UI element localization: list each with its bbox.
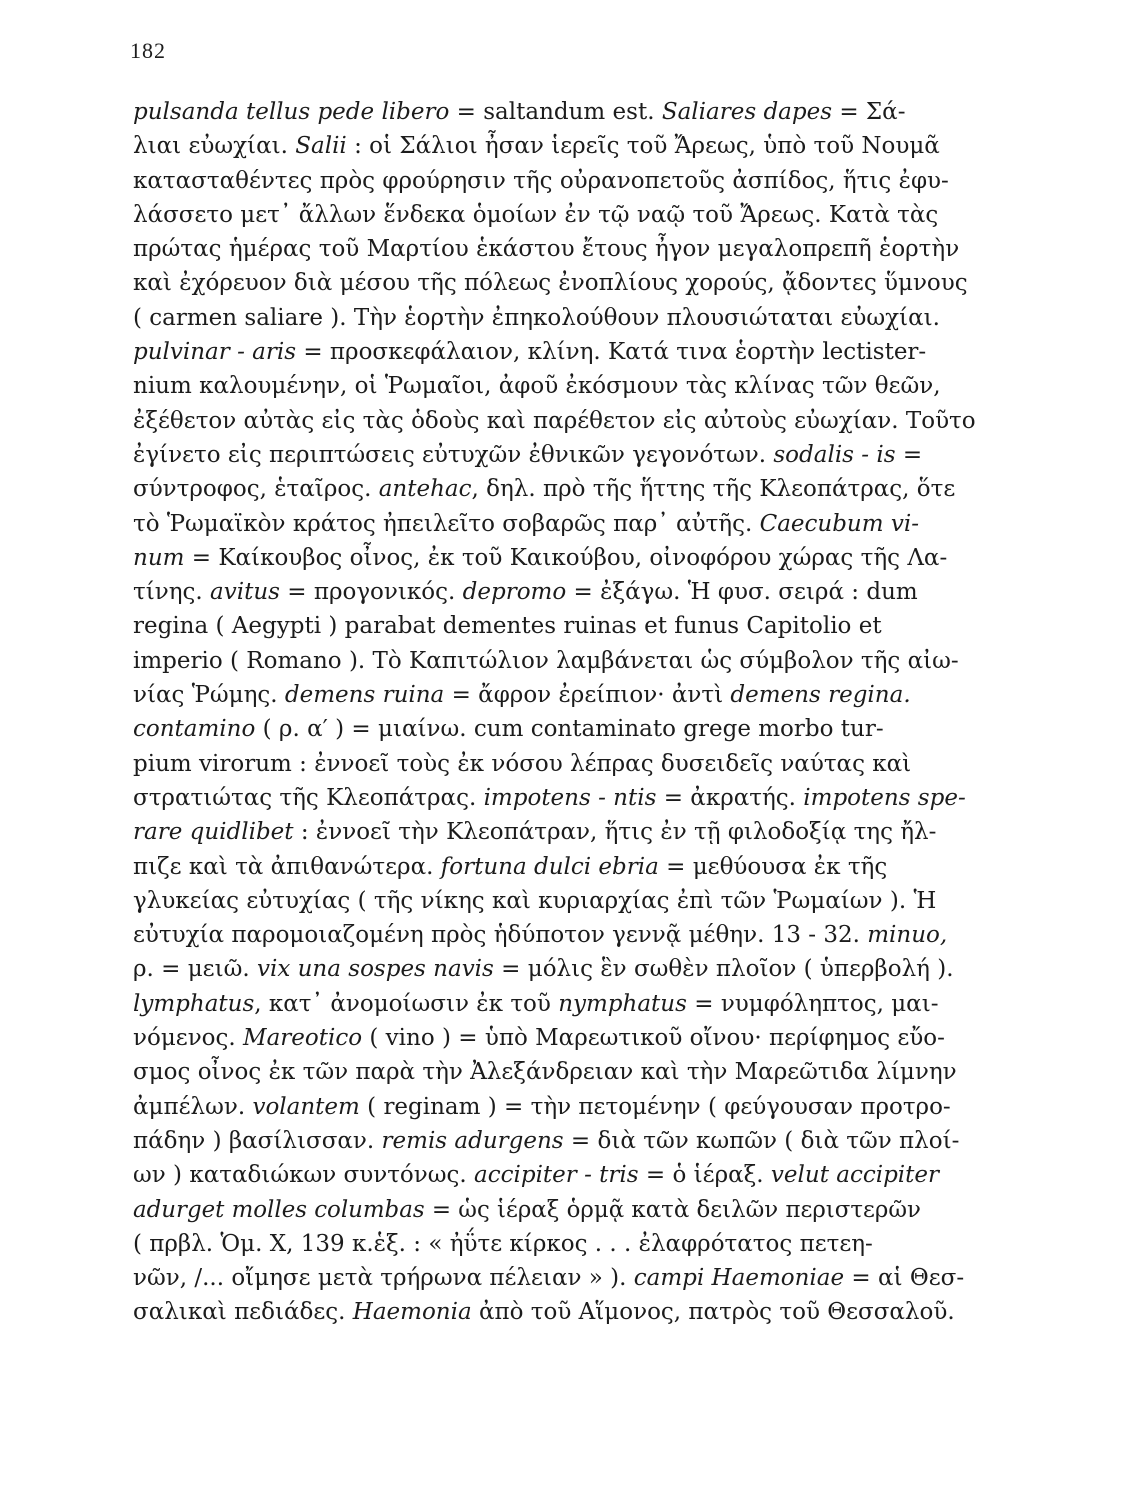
gloss-text: ων ) καταδιώκων συντόνως. bbox=[133, 1162, 475, 1189]
gloss-text: πρώτας ἡμέρας τοῦ Μαρτίου ἑκάστου ἔτους ἦγον μεγαλοπρεπῆ ἑορτὴν bbox=[133, 236, 960, 263]
latin-lemma: vix una sospes navis bbox=[256, 956, 494, 983]
gloss-text: = Καίκουβος οἶνος, ἐκ τοῦ Καικούβου, οἰνοφόρου χώρας τῆς Λα- bbox=[184, 544, 948, 571]
page-number: 182 bbox=[130, 38, 166, 63]
text-line bbox=[133, 781, 999, 815]
latin-lemma: impotens spe- bbox=[803, 784, 966, 811]
gloss-text: ( ρ. α′ ) = μιαίνω. cum contaminato grege morbo tur- bbox=[255, 716, 884, 743]
latin-lemma: impotens - ntis bbox=[483, 784, 657, 811]
gloss-text: εὐτυχία παρομοιαζομένη πρὸς ἡδύποτον γεννᾷ μέθην. 13 - 32. bbox=[133, 922, 868, 949]
text-line bbox=[133, 198, 999, 232]
latin-lemma: depromo bbox=[462, 579, 567, 606]
gloss-text: = bbox=[895, 441, 923, 468]
text-line bbox=[133, 850, 999, 884]
latin-lemma: Salii bbox=[295, 133, 347, 160]
latin-lemma: Caecubum vi- bbox=[759, 510, 919, 537]
latin-lemma: minuo, bbox=[867, 922, 948, 949]
latin-lemma: volantem bbox=[252, 1093, 360, 1120]
latin-lemma: num bbox=[133, 544, 185, 571]
gloss-text: , δηλ. πρὸ τῆς ἥττης τῆς Κλεοπάτρας, ὅτε bbox=[471, 476, 956, 503]
gloss-text: τίνης. bbox=[133, 579, 211, 606]
gloss-text: = ἐξάγω. Ἡ φυσ. σειρά : dum bbox=[566, 579, 918, 606]
gloss-text: : οἱ Σάλιοι ἦσαν ἱερεῖς τοῦ Ἄρεως, ὑπὸ τοῦ Νουμᾶ bbox=[346, 133, 940, 160]
gloss-text: κατασταθέντες πρὸς φρούρησιν τῆς οὐρανοπετοῦς ἀσπίδος, ἥτις ἐφυ- bbox=[133, 167, 949, 194]
gloss-text: ἀμπέλων. bbox=[133, 1093, 253, 1120]
text-line bbox=[133, 609, 999, 643]
text-line bbox=[133, 1158, 999, 1192]
text-line bbox=[133, 1055, 999, 1089]
latin-lemma: demens ruina bbox=[284, 682, 445, 709]
latin-lemma: fortuna dulci ebria bbox=[440, 853, 659, 880]
text-line bbox=[133, 1124, 999, 1158]
gloss-text: = προγονικός. bbox=[279, 579, 463, 606]
gloss-text: = μεθύουσα ἐκ τῆς bbox=[658, 853, 888, 880]
gloss-text: σμος οἶνος ἐκ τῶν παρὰ τὴν Ἀλεξάνδρειαν καὶ τὴν Μαρεῶτιδα λίμνην bbox=[133, 1059, 957, 1086]
gloss-text: στρατιώτας τῆς Κλεοπάτρας. bbox=[133, 784, 484, 811]
latin-lemma: pulvinar - aris bbox=[133, 339, 297, 366]
text-line bbox=[133, 1090, 999, 1124]
text-line bbox=[133, 884, 999, 918]
text-line bbox=[133, 644, 999, 678]
text-line bbox=[133, 232, 999, 266]
text-line bbox=[133, 815, 999, 849]
latin-lemma: rare quidlibet bbox=[133, 819, 294, 846]
gloss-text: σύντροφος, ἑταῖρος. bbox=[133, 476, 379, 503]
latin-lemma: contamino bbox=[133, 716, 256, 743]
gloss-text: imperio ( Romano ). Τὸ Καπιτώλιον λαμβάνεται ὡς σύμβολον τῆς αἰω- bbox=[133, 647, 959, 674]
gloss-text: = ἄφρον ἐρείπιον· ἀντὶ bbox=[444, 682, 731, 709]
gloss-text: ἐγίνετο εἰς περιπτώσεις εὐτυχῶν ἐθνικῶν γεγονότων. bbox=[133, 441, 774, 468]
text-line bbox=[133, 129, 999, 163]
latin-lemma: accipiter - tris bbox=[474, 1162, 639, 1189]
latin-lemma: pulsanda tellus pede libero bbox=[133, 99, 450, 125]
gloss-text: ( carmen saliare ). Τὴν ἑορτὴν ἐπηκολούθουν πλουσιώταται εὐωχίαι. bbox=[133, 304, 940, 331]
gloss-text: = saltandum est. bbox=[449, 99, 662, 125]
text-line bbox=[133, 95, 999, 129]
commentary-text bbox=[133, 95, 999, 1330]
text-line bbox=[133, 987, 999, 1021]
latin-lemma: nymphatus bbox=[558, 990, 687, 1017]
gloss-text: γλυκείας εὐτυχίας ( τῆς νίκης καὶ κυριαρχίας ἐπὶ τῶν Ῥωμαίων ). Ἡ bbox=[133, 887, 937, 914]
text-line bbox=[133, 438, 999, 472]
gloss-text: = Σά- bbox=[832, 99, 906, 125]
gloss-text: = ὁ ἱέραξ. bbox=[638, 1162, 771, 1189]
gloss-text: σαλικαὶ πεδιάδες. bbox=[133, 1299, 353, 1326]
gloss-text: νίας Ῥώμης. bbox=[133, 682, 285, 709]
gloss-text: = νυμφόληπτος, μαι- bbox=[686, 990, 939, 1017]
gloss-text: ( vino ) = ὑπὸ Μαρεωτικοῦ οἴνου· περίφημος εὔο- bbox=[362, 1025, 945, 1052]
text-line bbox=[133, 747, 999, 781]
gloss-text: ( reginam ) = τὴν πετομένην ( φεύγουσαν προτρο- bbox=[359, 1093, 951, 1120]
gloss-text: πάδην ) βασίλισσαν. bbox=[133, 1127, 382, 1154]
gloss-text: = διὰ τῶν κωπῶν ( διὰ τῶν πλοί- bbox=[563, 1127, 960, 1154]
latin-lemma: velut accipiter bbox=[770, 1162, 940, 1189]
gloss-text: τὸ Ῥωμαϊκὸν κράτος ἠπειλεῖτο σοβαρῶς παρ᾽ αὐτῆς. bbox=[133, 510, 760, 537]
latin-lemma: remis adurgens bbox=[381, 1127, 564, 1154]
text-line bbox=[133, 404, 999, 438]
latin-lemma: Mareotico bbox=[243, 1025, 363, 1052]
text-line bbox=[133, 1227, 999, 1261]
gloss-text: πιζε καὶ τὰ ἀπιθανώτερα. bbox=[133, 853, 441, 880]
text-line bbox=[133, 335, 999, 369]
gloss-text: : ἐννοεῖ τὴν Κλεοπάτραν, ἥτις ἐν τῇ φιλοδοξίᾳ της ἤλ- bbox=[293, 819, 937, 846]
latin-lemma: Haemonia bbox=[352, 1299, 472, 1326]
text-line bbox=[133, 301, 999, 335]
text-line bbox=[133, 575, 999, 609]
gloss-text: ρ. = μειῶ. bbox=[133, 956, 257, 983]
text-line bbox=[133, 1021, 999, 1055]
text-line bbox=[133, 1261, 999, 1295]
gloss-text: ἀπὸ τοῦ Αἵμονος, πατρὸς τοῦ Θεσσαλοῦ. bbox=[471, 1299, 955, 1326]
gloss-text: ( πρβλ. Ὁμ. Χ, 139 κ.ἑξ. : « ἠΰτε κίρκος . . . ἐλαφρότατος πετεη- bbox=[133, 1230, 873, 1257]
gloss-text: = ἀκρατής. bbox=[656, 784, 804, 811]
latin-lemma: campi Haemoniae bbox=[633, 1265, 845, 1292]
text-line bbox=[133, 952, 999, 986]
text-line bbox=[133, 712, 999, 746]
gloss-text: = μόλις ἓν σωθὲν πλοῖον ( ὑπερβολή ). bbox=[493, 956, 954, 983]
text-line bbox=[133, 1295, 999, 1329]
gloss-text: regina ( Aegypti ) parabat dementes ruinas et funus Capitolio et bbox=[133, 613, 882, 640]
latin-lemma: lymphatus bbox=[133, 990, 255, 1017]
gloss-text: = προσκεφάλαιον, κλίνη. Κατά τινα ἑορτὴν lectister- bbox=[296, 339, 927, 366]
text-line bbox=[133, 918, 999, 952]
text-line bbox=[133, 678, 999, 712]
gloss-text: = ὡς ἱέραξ ὁρμᾷ κατὰ δειλῶν περιστερῶν bbox=[424, 1196, 921, 1223]
text-line bbox=[133, 541, 999, 575]
text-line bbox=[133, 369, 999, 403]
latin-lemma: demens regina. bbox=[730, 682, 911, 709]
gloss-text: νόμενος. bbox=[133, 1025, 244, 1052]
gloss-text: = αἱ Θεσ- bbox=[844, 1265, 965, 1292]
gloss-text: καὶ ἐχόρευον διὰ μέσου τῆς πόλεως ἐνοπλίους χορούς, ᾄδοντες ὕμνους bbox=[133, 270, 968, 297]
gloss-text: , κατ᾽ ἀνομοίωσιν ἐκ τοῦ bbox=[254, 990, 559, 1017]
latin-lemma: Saliares dapes bbox=[661, 99, 833, 125]
latin-lemma: antehac bbox=[378, 476, 472, 503]
text-line bbox=[133, 266, 999, 300]
latin-lemma: avitus bbox=[210, 579, 280, 606]
text-line bbox=[133, 1193, 999, 1227]
gloss-text: λιαι εὐωχίαι. bbox=[133, 133, 296, 160]
gloss-text: ἐξέθετον αὐτὰς εἰς τὰς ὁδοὺς καὶ παρέθετον εἰς αὐτοὺς εὐωχίαν. Τοῦτο bbox=[133, 407, 976, 434]
gloss-text: λάσσετο μετ᾽ ἄλλων ἕνδεκα ὁμοίων ἐν τῷ ναῷ τοῦ Ἄρεως. Κατὰ τὰς bbox=[133, 201, 939, 228]
gloss-text: nium καλουμένην, οἱ Ῥωμαῖοι, ἀφοῦ ἐκόσμουν τὰς κλίνας τῶν θεῶν, bbox=[133, 373, 941, 400]
gloss-text: pium virorum : ἐννοεῖ τοὺς ἐκ νόσου λέπρας δυσειδεῖς ναύτας καὶ bbox=[133, 750, 912, 777]
gloss-text: νῶν, /... οἴμησε μετὰ τρήρωνα πέλειαν » ). bbox=[133, 1265, 634, 1292]
latin-lemma: sodalis - is bbox=[773, 441, 896, 468]
text-line bbox=[133, 472, 999, 506]
text-line bbox=[133, 164, 999, 198]
text-line bbox=[133, 507, 999, 541]
latin-lemma: adurget molles columbas bbox=[133, 1196, 425, 1223]
